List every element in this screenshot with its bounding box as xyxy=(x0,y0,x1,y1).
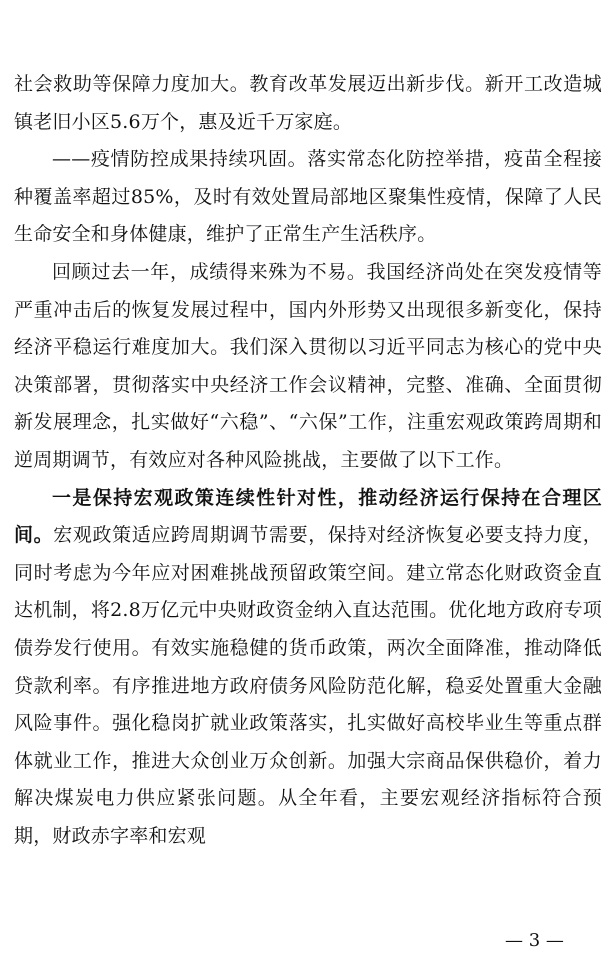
body-text xyxy=(14,66,602,855)
paragraph-epidemic-control: ——疫情防控成果持续巩固。落实常态化防控举措，疫苗全程接种覆盖率超过85%，及时有效处置局部地区聚集性疫情，保障了人民生命安全和身体健康，维护了正常生产生活秩序。 xyxy=(14,148,602,246)
page-number: — 3 — xyxy=(505,930,564,951)
paragraph-macro-policy xyxy=(14,480,602,856)
paragraph-macro-policy-body: 宏观政策适应跨周期调节需要，保持对经济恢复必要支持力度，同时考虑为今年应对困难挑战预留政策空间。建立常态化财政资金直达机制，将2.8万亿元中央财政资金纳入直达范围。优化地方政府专项债券发行使用。有效实施稳健的货币政策，两次全面降准，推动降低贷款利率。有序推进地方政府债务风险防范化解，稳妥处置重大金融风险事件。强化稳岗扩就业政策落实，扎实做好高校毕业生等重点群体就业工作，推进大众创业万众创新。加强大宗商品保供稳价，着力解决煤炭电力供应紧张问题。从全年看，主要宏观经济指标符合预期，财政赤字率和宏观 xyxy=(14,524,602,847)
paragraph-review: 回顾过去一年，成绩得来殊为不易。我国经济尚处在突发疫情等严重冲击后的恢复发展过程中，国内外形势又出现很多新变化，保持经济平稳运行难度加大。我们深入贯彻以习近平同志为核心的党中央决策部署，贯彻落实中央经济工作会议精神，完整、准确、全面贯彻新发展理念，扎实做好“六稳”、“六保”工作，注重宏观政策跨周期和逆周期调节，有效应对各种风险挑战，主要做了以下工作。 xyxy=(14,260,602,471)
section-heading: 一是保持宏观政策连续性针对性，推动经济运行保持在合理区间。 xyxy=(14,486,602,547)
paragraph-social-assistance: 社会救助等保障力度加大。教育改革发展迈出新步伐。新开工改造城镇老旧小区5.6万个，惠及近千万家庭。 xyxy=(14,73,602,133)
